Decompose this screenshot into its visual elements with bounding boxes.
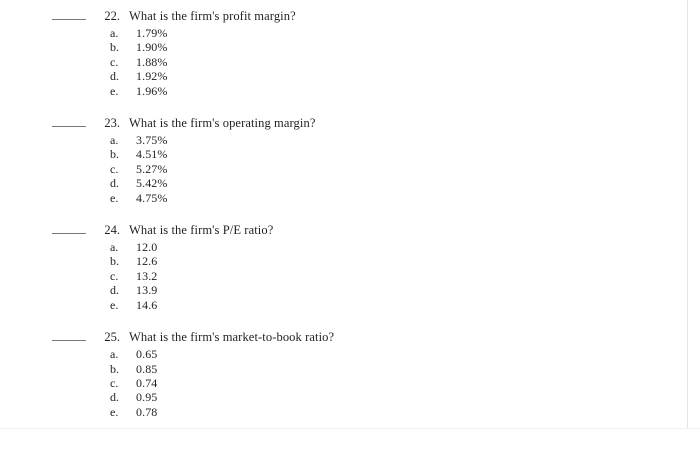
choice-value: 12.0 (136, 240, 158, 255)
choice-value: 0.74 (136, 375, 158, 390)
question-heading (0, 115, 688, 131)
choice-list (0, 26, 688, 98)
choice-label: c. (110, 54, 119, 69)
choice-label: a. (110, 347, 119, 362)
choice-label: c. (110, 375, 119, 390)
choice-value: 13.9 (136, 283, 158, 298)
choice-label: d. (110, 390, 119, 405)
choice-value: 13.2 (136, 268, 158, 283)
choice-label: a. (110, 26, 119, 40)
choice-list (0, 133, 688, 205)
question-number: 23. (104, 116, 120, 131)
choice-label: e. (110, 404, 119, 419)
choice-item[interactable] (0, 376, 688, 390)
choice-value: 4.75% (136, 190, 168, 205)
choice-label: b. (110, 254, 119, 269)
answer-blank[interactable] (52, 115, 86, 127)
choice-list (0, 240, 688, 312)
choice-label: e. (110, 190, 119, 205)
question-text: What is the firm's market-to-book ratio? (129, 330, 335, 345)
question-heading (0, 329, 688, 345)
question-item (0, 222, 688, 312)
choice-value: 1.90% (136, 40, 168, 55)
choice-value: 4.51% (136, 147, 168, 162)
choice-value: 12.6 (136, 254, 158, 269)
choice-item[interactable] (0, 40, 688, 54)
choice-label: a. (110, 240, 119, 255)
choice-value: 1.88% (136, 54, 168, 69)
question-number: 25. (104, 330, 120, 345)
choice-item[interactable] (0, 176, 688, 190)
choice-value: 14.6 (136, 297, 158, 312)
choice-item[interactable] (0, 298, 688, 312)
choice-value: 0.85 (136, 361, 158, 376)
choice-item[interactable] (0, 147, 688, 161)
choice-item[interactable] (0, 191, 688, 205)
choice-label: b. (110, 40, 119, 55)
choice-label: a. (110, 133, 119, 148)
choice-label: d. (110, 283, 119, 298)
choice-item[interactable] (0, 240, 688, 254)
choice-label: b. (110, 361, 119, 376)
choice-label: c. (110, 268, 119, 283)
choice-label: b. (110, 147, 119, 162)
question-item (0, 8, 688, 98)
choice-value: 5.27% (136, 161, 168, 176)
page-right-margin (687, 0, 700, 454)
choice-label: e. (110, 83, 119, 98)
choice-value: 3.75% (136, 133, 168, 148)
page-bottom-margin (0, 428, 700, 454)
choice-label: d. (110, 69, 119, 84)
choice-value: 0.95 (136, 390, 158, 405)
choice-item[interactable] (0, 55, 688, 69)
choice-item[interactable] (0, 162, 688, 176)
choice-item[interactable] (0, 390, 688, 404)
choice-item[interactable] (0, 26, 688, 40)
choice-value: 1.79% (136, 26, 168, 40)
choice-item[interactable] (0, 283, 688, 297)
choice-value: 1.92% (136, 69, 168, 84)
choice-value: 1.96% (136, 83, 168, 98)
choice-item[interactable] (0, 362, 688, 376)
answer-blank[interactable] (52, 329, 86, 341)
choice-label: c. (110, 161, 119, 176)
choice-item[interactable] (0, 69, 688, 83)
question-heading (0, 222, 688, 238)
answer-blank[interactable] (52, 222, 86, 234)
question-list (0, 8, 688, 436)
choice-item[interactable] (0, 405, 688, 419)
choice-label: e. (110, 297, 119, 312)
question-item (0, 329, 688, 419)
choice-item[interactable] (0, 254, 688, 268)
question-text: What is the firm's P/E ratio? (129, 223, 274, 238)
question-heading (0, 8, 688, 24)
question-number: 24. (104, 223, 120, 238)
choice-item[interactable] (0, 347, 688, 361)
choice-label: d. (110, 176, 119, 191)
choice-value: 0.65 (136, 347, 158, 362)
choice-item[interactable] (0, 269, 688, 283)
question-text: What is the firm's profit margin? (129, 9, 296, 23)
answer-blank[interactable] (52, 8, 86, 20)
question-text: What is the firm's operating margin? (129, 116, 316, 131)
choice-item[interactable] (0, 84, 688, 98)
choice-value: 5.42% (136, 176, 168, 191)
question-item (0, 115, 688, 205)
choice-item[interactable] (0, 133, 688, 147)
choice-list (0, 347, 688, 419)
question-number: 22. (104, 9, 120, 23)
choice-value: 0.78 (136, 404, 158, 419)
